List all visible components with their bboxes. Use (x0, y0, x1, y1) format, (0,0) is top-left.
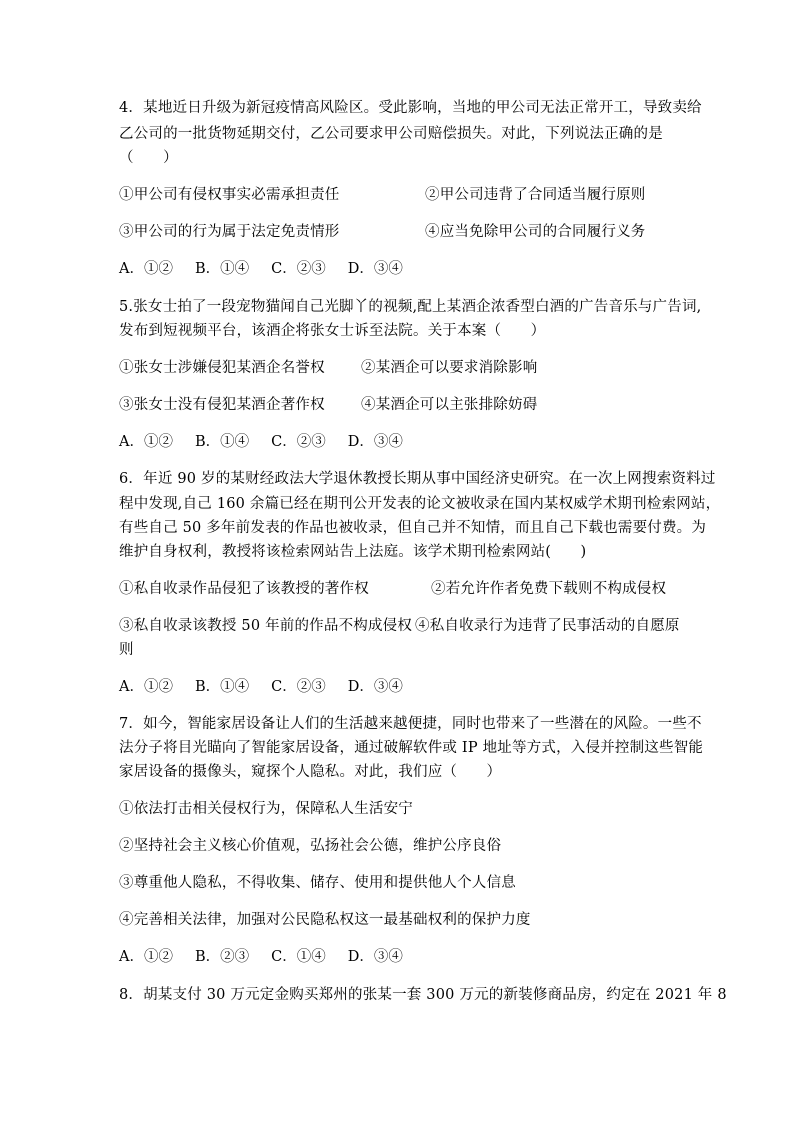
q4-answer-choices (119, 259, 425, 279)
q5-option-4: ④某酒企可以主张排除妨碍 (361, 397, 538, 413)
q7-option-1: ①依法打击相关侵权行为，保障私人生活安宁 (119, 801, 413, 817)
q4-option-1: ①甲公司有侵权事实必需承担责任 (119, 187, 340, 203)
q7-answer-choices (119, 947, 425, 967)
q5-answer-b: B．①④ (194, 434, 250, 450)
q7-option-4: ④完善相关法律，加强对公民隐私权这一最基础权利的保护力度 (119, 912, 531, 928)
q5-answer-a: A．①② (119, 434, 173, 450)
q5-option-1: ①张女士涉嫌侵犯某酒企名誉权 (119, 360, 325, 376)
q4-answer-b: B．①④ (194, 261, 250, 277)
q6-option-1: ①私自收录作品侵犯了该教授的著作权 (119, 581, 369, 597)
q6-answer-a: A．①② (119, 679, 173, 695)
q5-option-2: ②某酒企可以要求消除影响 (361, 360, 538, 376)
q5-option-3: ③张女士没有侵犯某酒企著作权 (119, 397, 325, 413)
q4-answer-d: D．③④ (347, 261, 403, 277)
q7-answer-b: B．②③ (194, 949, 250, 965)
q7-stem-line-2: 法分子将目光瞄向了智能家居设备，通过破解软件或 IP 地址等方式，入侵并控制这些智能 (119, 740, 704, 756)
q6-answer-choices (119, 677, 425, 697)
q6-answer-b: B．①④ (194, 679, 250, 695)
q4-stem-line-3: （ ） (119, 150, 178, 166)
q6-answer-c: C．②③ (271, 679, 326, 695)
q6-option-4-line-1: ④私自收录行为违背了民事活动的自愿原 (415, 618, 680, 634)
q6-stem-line-3: 有些自己 50 多年前发表的作品也被收录，但自己并不知情，而且自己下载也需要付费。为 (119, 520, 707, 536)
q7-stem-line-1: 7．如今，智能家居设备让人们的生活越来越便捷，同时也带来了一些潜在的风险。一些不 (119, 716, 702, 732)
q7-answer-a: A．①② (119, 949, 173, 965)
q7-answer-d: D．③④ (347, 949, 403, 965)
q4-option-3: ③甲公司的行为属于法定免责情形 (119, 224, 340, 240)
q5-stem-line-2: 发布到短视频平台，该酒企将张女士诉至法院。关于本案（ ） (119, 323, 546, 339)
q4-stem-line-2: 乙公司的一批货物延期交付，乙公司要求甲公司赔偿损失。对此，下列说法正确的是 (119, 126, 663, 142)
q4-option-4: ④应当免除甲公司的合同履行义务 (425, 224, 646, 240)
q5-stem-line-1: 5.张女士拍了一段宠物猫闻自己光脚丫的视频,配上某酒企浓香型白酒的广告音乐与广告词, (119, 299, 702, 315)
q5-answer-choices (119, 432, 425, 452)
q6-option-4-line-2: 则 (119, 642, 134, 658)
q4-answer-a: A．①② (119, 261, 173, 277)
q6-stem-line-2: 程中发现,自己 160 余篇已经在期刊公开发表的论文被收录在国内某权威学术期刊检索网站， (119, 496, 721, 512)
q7-option-3: ③尊重他人隐私，不得收集、储存、使用和提供他人个人信息 (119, 875, 516, 891)
q7-answer-c: C．①④ (271, 949, 326, 965)
q6-answer-d: D．③④ (347, 679, 403, 695)
q7-stem-line-3: 家居设备的摄像头，窥探个人隐私。对此，我们应（ ） (119, 764, 502, 780)
q6-stem-line-1: 6．年近 90 岁的某财经政法大学退休教授长期从事中国经济史研究。在一次上网搜索资料过 (119, 471, 716, 487)
q6-option-3: ③私自收录该教授 50 年前的作品不构成侵权 (119, 618, 413, 634)
q8-stem-line-1: 8．胡某支付 30 万元定金购买郑州的张某一套 300 万元的新装修商品房，约定在 2021 年 8 (119, 987, 727, 1003)
q5-answer-c: C．②③ (271, 434, 326, 450)
q4-stem-line-1: 4．某地近日升级为新冠疫情高风险区。受此影响，当地的甲公司无法正常开工，导致卖给 (119, 100, 702, 116)
q6-option-2: ②若允许作者免费下载则不构成侵权 (431, 581, 667, 597)
q5-answer-d: D．③④ (347, 434, 403, 450)
q4-answer-c: C．②③ (271, 261, 326, 277)
q7-option-2: ②坚持社会主义核心价值观，弘扬社会公德，维护公序良俗 (119, 838, 502, 854)
q4-option-2: ②甲公司违背了合同适当履行原则 (425, 187, 646, 203)
q6-stem-line-4: 维护自身权利，教授将该检索网站告上法庭。该学术期刊检索网站( ) (119, 544, 587, 560)
